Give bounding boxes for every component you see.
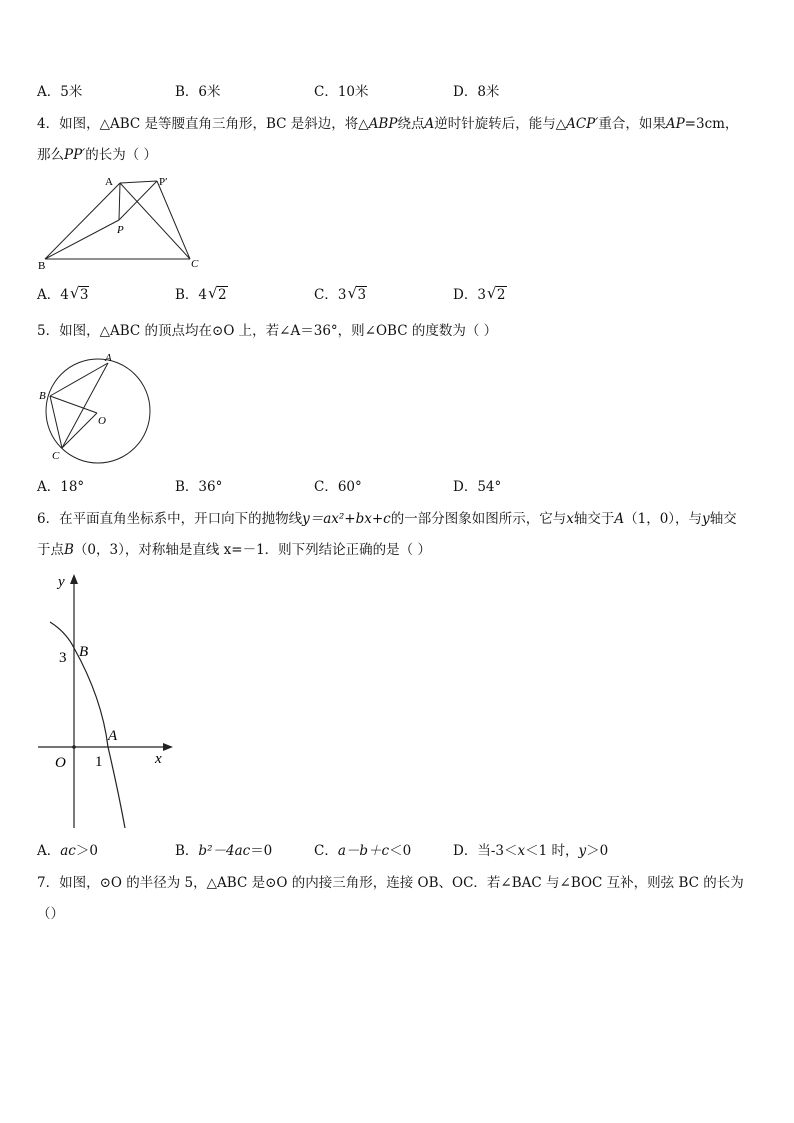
q4-acp: ACP′	[566, 116, 599, 132]
q6-text: 的一部分图象如图所示，它与	[390, 511, 567, 527]
q6-text: （1，0），与	[624, 511, 703, 527]
option-relation: ＞0	[586, 843, 609, 859]
q6-stem-line1	[37, 510, 737, 528]
q7-stem-line1: 7．如图，⊙O 的半径为 5，△ABC 是⊙O 的内接三角形，连接 OB、OC．若∠BAC 与∠BOC 互补，则弦 BC 的长为	[37, 875, 744, 891]
option-relation: ＞0	[75, 843, 98, 859]
option-label: C．	[314, 287, 338, 303]
q6-option-d	[453, 842, 608, 860]
option-label: B．	[175, 843, 199, 859]
q6-option-c	[314, 842, 411, 860]
coefficient: 3	[337, 287, 347, 303]
q6-option-b	[175, 842, 272, 860]
q6-label-x: x	[155, 751, 162, 767]
q4-pp: PP′	[64, 147, 86, 163]
q4-text: 重合，如果	[598, 116, 666, 132]
q5-option-a: A．18°	[37, 479, 85, 495]
q6-stem-line2	[37, 541, 431, 559]
q5-stem: 5．如图，△ABC 的顶点均在⊙O 上，若∠A＝36°，则∠OBC 的度数为（ ）	[37, 323, 498, 339]
radicand: 2	[218, 287, 227, 303]
q6-x: x	[566, 511, 574, 527]
q4-segment-pp-prime	[119, 181, 157, 220]
q6-label-b: B	[79, 644, 89, 660]
q6-text: （0，3），对称轴是直线 x=－1．则下列结论正确的是（ ）	[73, 542, 431, 558]
option-x: x	[517, 843, 526, 859]
radicand: 3	[357, 287, 367, 303]
q4-text: =3cm，	[684, 116, 739, 132]
q4-segment-ac	[120, 183, 190, 259]
q4-option-d	[453, 286, 507, 304]
coefficient: 4	[198, 287, 208, 303]
q6-label-o: O	[55, 755, 66, 771]
radicand: 3	[79, 287, 89, 303]
option-text: ＜1 时，	[525, 843, 579, 859]
q4-label-b: B	[38, 260, 46, 272]
radicand: 2	[496, 287, 506, 303]
q3-option-b: B．6米	[175, 84, 221, 100]
q6-point-b: B	[64, 542, 74, 558]
q5-label-o: O	[98, 415, 106, 427]
q4-abp: ABP	[368, 116, 398, 132]
q6-text: 6．在平面直角坐标系中，开口向下的抛物线	[37, 511, 303, 527]
q4-segment-p-prime-c	[157, 181, 190, 259]
q5-segment-oc	[62, 413, 97, 448]
option-expression: ac	[60, 843, 76, 859]
q4-text: 逆时针旋转后，能与△	[434, 116, 567, 132]
option-expression: a－b＋c	[337, 843, 390, 859]
option-label: B．	[175, 287, 199, 303]
q5-option-b: B．36°	[175, 479, 223, 495]
q4-label-p-prime: P′	[159, 176, 168, 188]
q5-option-c: C．60°	[314, 479, 362, 495]
q6-text: 轴交于	[573, 511, 615, 527]
option-relation: ＜0	[389, 843, 412, 859]
q6-text: 于点	[37, 542, 64, 558]
q4-label-a: A	[105, 176, 113, 188]
q5-option-d: D．54°	[453, 479, 502, 495]
q6-label-one: 1	[95, 754, 103, 770]
q4-label-c: C	[191, 258, 199, 270]
q6-equation: y＝ax²+bx+c	[302, 511, 391, 527]
q4-text: 绕点	[397, 116, 425, 132]
coefficient: 4	[60, 287, 69, 303]
q5-label-a: A	[105, 352, 112, 364]
option-label: A．	[37, 287, 61, 303]
q4-option-c	[314, 286, 367, 304]
q6-label-a: A	[108, 728, 118, 744]
q4-text: 的长为（ ）	[85, 147, 158, 163]
q6-x-axis-arrow	[163, 743, 173, 751]
option-relation: ＝0	[250, 843, 273, 859]
q6-option-a	[37, 842, 98, 860]
q4-segment-ap-prime	[120, 181, 157, 183]
q3-option-a: A．5米	[37, 84, 83, 100]
option-y: y	[578, 843, 587, 859]
q4-ap: AP	[665, 116, 685, 132]
q4-stem-line2	[37, 146, 157, 164]
coefficient: 3	[477, 287, 486, 303]
q4-figure	[30, 172, 210, 272]
q4-segment-bp	[45, 220, 119, 259]
q4-segment-ap	[119, 183, 120, 220]
q6-y: y	[702, 511, 710, 527]
q4-text: 4．如图，△ABC 是等腰直角三角形，BC 是斜边，将△	[37, 116, 369, 132]
q6-point-a: A	[614, 511, 625, 527]
q4-segment-ab	[45, 183, 120, 259]
q3-option-d: D．8米	[453, 84, 500, 100]
option-expression: b²－4ac	[198, 843, 251, 859]
q5-figure	[36, 348, 156, 466]
q6-label-y: y	[58, 574, 65, 590]
q6-label-three: 3	[59, 650, 67, 666]
q6-y-axis-arrow	[70, 574, 78, 584]
q5-segment-bc	[50, 396, 62, 448]
q4-option-b	[175, 286, 228, 304]
q4-label-p: P	[117, 224, 124, 236]
q7-stem-line2: （）	[37, 906, 64, 922]
option-label: A．	[37, 843, 61, 859]
q6-text: 轴交	[709, 511, 737, 527]
option-text: D．当-3＜	[453, 843, 518, 859]
option-label: D．	[453, 287, 478, 303]
q5-segment-bo	[50, 396, 97, 413]
q4-point-a: A	[424, 116, 435, 132]
q3-option-c: C．10米	[314, 84, 369, 100]
q4-text: 那么	[37, 147, 64, 163]
q5-label-c: C	[52, 450, 60, 462]
q6-origin-dot	[72, 745, 76, 749]
option-label: C．	[314, 843, 338, 859]
q5-label-b: B	[39, 390, 46, 402]
q4-stem-line1	[37, 115, 738, 133]
q4-option-a	[37, 286, 89, 304]
q6-figure	[30, 570, 180, 832]
